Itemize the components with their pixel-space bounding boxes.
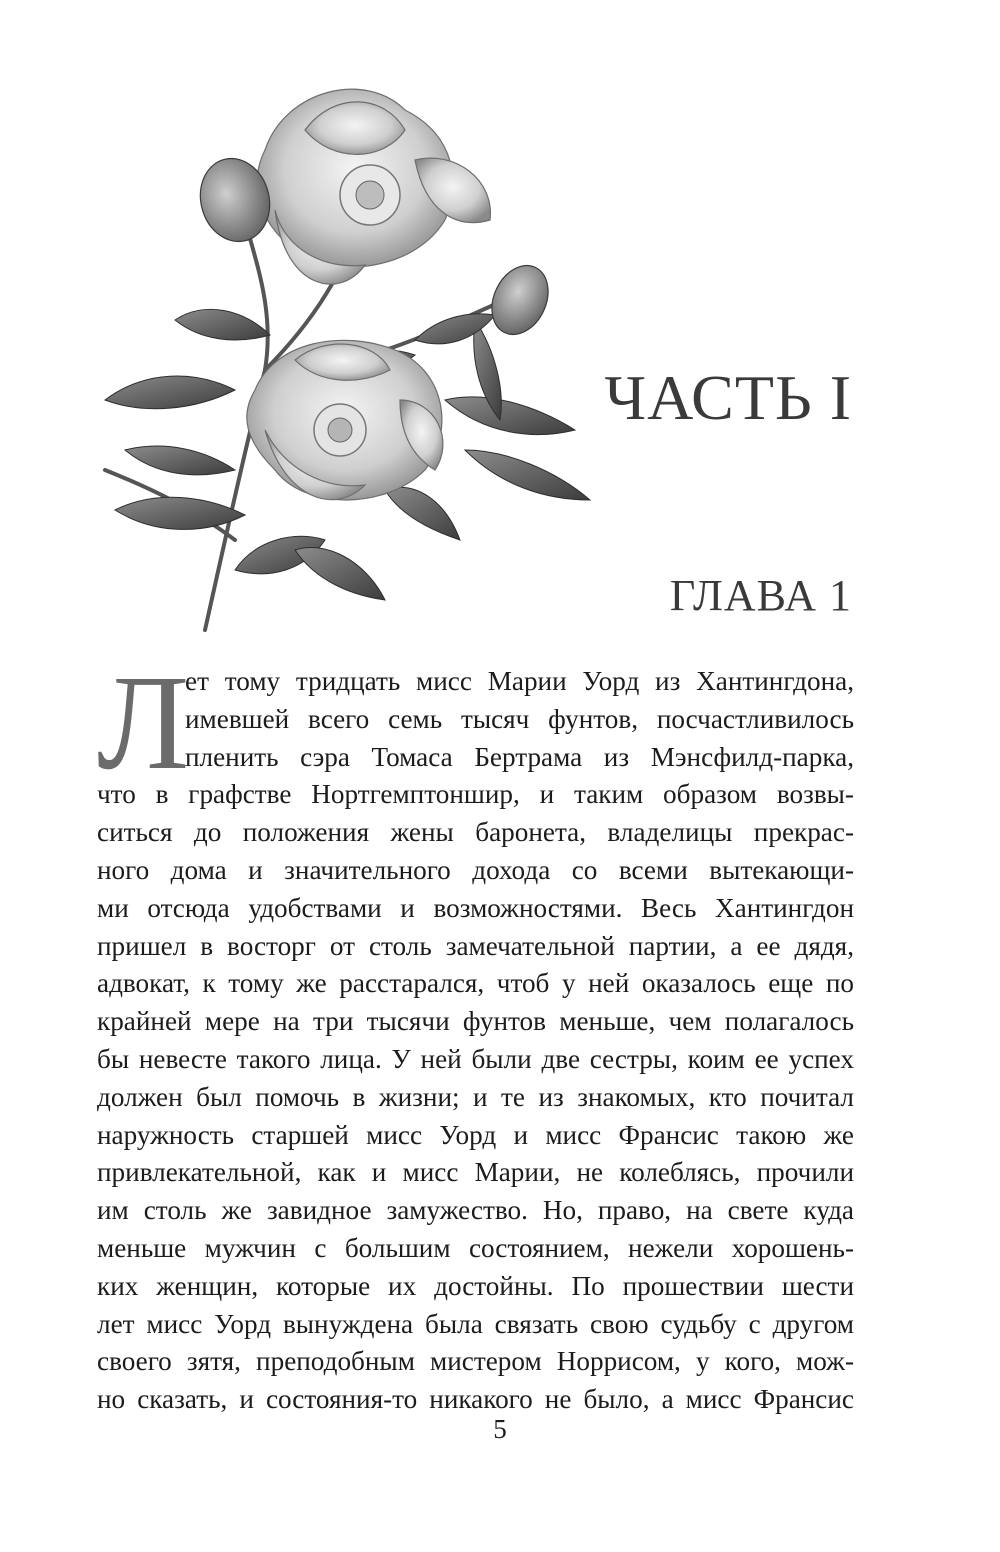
text-line: должен был помочь в жизни; и те из знакомых, кто почитал [97, 1081, 854, 1112]
text-line: наружность старшей мисс Уорд и мисс Франсис такою же [97, 1119, 854, 1150]
text-line: ситься до положения жены баронета, владелицы прекрас- [97, 817, 854, 848]
text-line: что в графстве Нортгемптоншир, и таким образом возвы- [97, 779, 854, 810]
text-line: ми отсюда удобствами и возможностями. Весь Хантингдон [97, 892, 854, 923]
text-line: но сказать, и состояния-то никакого не было, а мисс Франсис [97, 1384, 854, 1415]
text-line: имевшей всего семь тысяч фунтов, посчастливилось [185, 703, 854, 734]
text-line: пленить сэра Томаса Бертрама из Мэнсфилд-парка, [185, 741, 854, 772]
text-line: бы невесте такого лица. У ней были две сестры, коим ее успех [97, 1043, 854, 1074]
peony-flower-illustration [85, 70, 605, 640]
drop-cap: Л [97, 648, 190, 798]
text-line: адвокат, к тому же расстарался, чтоб у ней оказалось еще по [97, 968, 854, 999]
text-line: меньше мужчин с большим состоянием, нежели хорошень- [97, 1232, 854, 1263]
chapter-title: ГЛАВА 1 [669, 571, 852, 620]
text-line: своего зятя, преподобным мистером Норрисом, у кого, мож- [97, 1346, 854, 1377]
chapter-body-text [97, 663, 854, 1419]
text-line: пришел в восторг от столь замечательной партии, а ее дядя, [97, 930, 854, 961]
part-title: ЧАСТЬ I [604, 362, 852, 433]
text-line: им столь же завидное замужество. Но, право, на свете куда [97, 1195, 854, 1226]
text-line: ного дома и значительного дохода со всеми вытекающи- [97, 854, 854, 885]
text-line: лет мисс Уорд вынуждена была связать свою судьбу с другом [97, 1308, 854, 1339]
page-number: 5 [493, 1414, 507, 1444]
text-line: крайней мере на три тысячи фунтов меньше, чем полагалось [97, 1006, 854, 1037]
text-line: ких женщин, которые их достойны. По прошествии шести [97, 1270, 854, 1301]
text-line: привлекательной, как и мисс Марии, не колеблясь, прочили [97, 1157, 854, 1188]
text-line: ет тому тридцать мисс Марии Уорд из Хантингдона, [185, 666, 854, 696]
